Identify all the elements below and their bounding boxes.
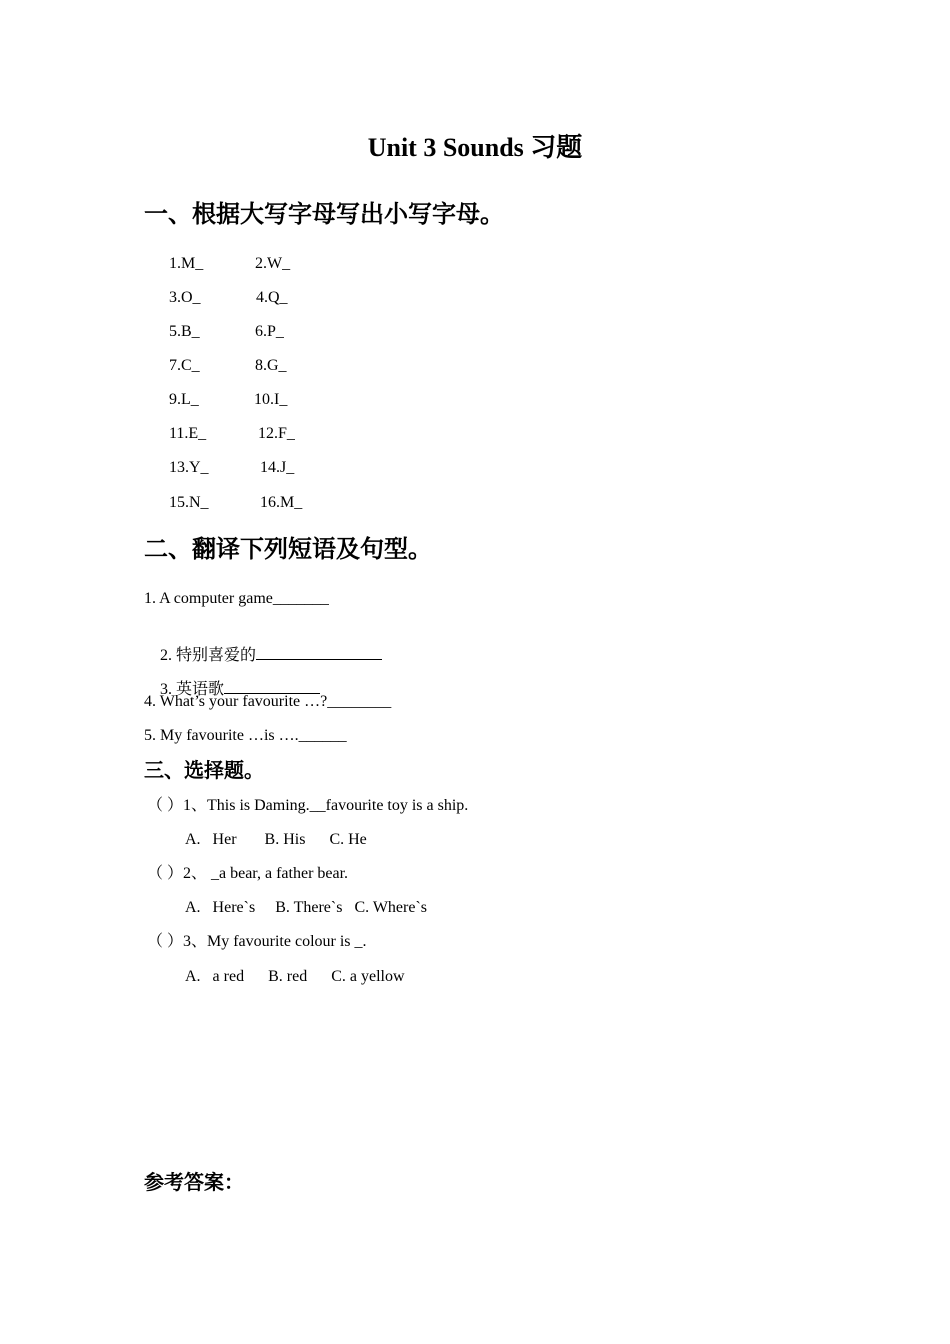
letter-item: 1.M_ bbox=[169, 255, 204, 272]
letter-item: 3.O_ bbox=[169, 289, 201, 306]
letter-item: 14.J_ bbox=[260, 459, 295, 476]
section-1-heading: 一、根据大写字母写出小写字母。 bbox=[144, 200, 504, 228]
section-2-heading: 二、翻译下列短语及句型。 bbox=[144, 535, 432, 563]
letter-item: 11.E_ bbox=[169, 425, 207, 442]
letter-item: 7.C_ bbox=[169, 357, 200, 374]
letter-item: 15.N_ bbox=[169, 494, 209, 511]
letter-item: 9.L_ bbox=[169, 391, 199, 408]
letter-item: 16.M_ bbox=[260, 494, 303, 511]
letter-item: 13.Y_ bbox=[169, 459, 209, 476]
letter-item: 6.P_ bbox=[255, 323, 284, 340]
letter-item: 5.B_ bbox=[169, 323, 200, 340]
question-options: A. Her B. His C. He bbox=[185, 831, 367, 848]
page-title: Unit 3 Sounds 习题 bbox=[367, 133, 583, 162]
letter-item: 10.I_ bbox=[254, 391, 288, 408]
translation-item: 1. A computer game_______ bbox=[144, 590, 329, 607]
question-stem: （ ）2、 _a bear, a father bear. bbox=[147, 865, 349, 882]
question-options: A. a red B. red C. a yellow bbox=[185, 968, 405, 985]
section-3-heading: 三、选择题。 bbox=[144, 758, 264, 782]
translation-item: 4. What’s your favourite …?________ bbox=[144, 693, 392, 710]
question-stem: （ ）1、This is Daming.__favourite toy is a ship. bbox=[147, 797, 469, 814]
letter-item: 8.G_ bbox=[255, 357, 287, 374]
translation-item: 5. My favourite …is ….______ bbox=[144, 727, 347, 744]
question-options: A. Here`s B. There`s C. Where`s bbox=[185, 899, 428, 916]
letter-item: 12.F_ bbox=[258, 425, 295, 442]
letter-item: 2.W_ bbox=[255, 255, 291, 272]
answers-heading: 参考答案： bbox=[144, 1170, 244, 1194]
translation-prompt: 2. 特别喜爱的 bbox=[160, 647, 257, 664]
translation-prompt: 3. 英语歌 bbox=[160, 681, 225, 698]
letter-item: 4.Q_ bbox=[256, 289, 288, 306]
question-stem: （ ）3、My favourite colour is _. bbox=[147, 933, 367, 950]
